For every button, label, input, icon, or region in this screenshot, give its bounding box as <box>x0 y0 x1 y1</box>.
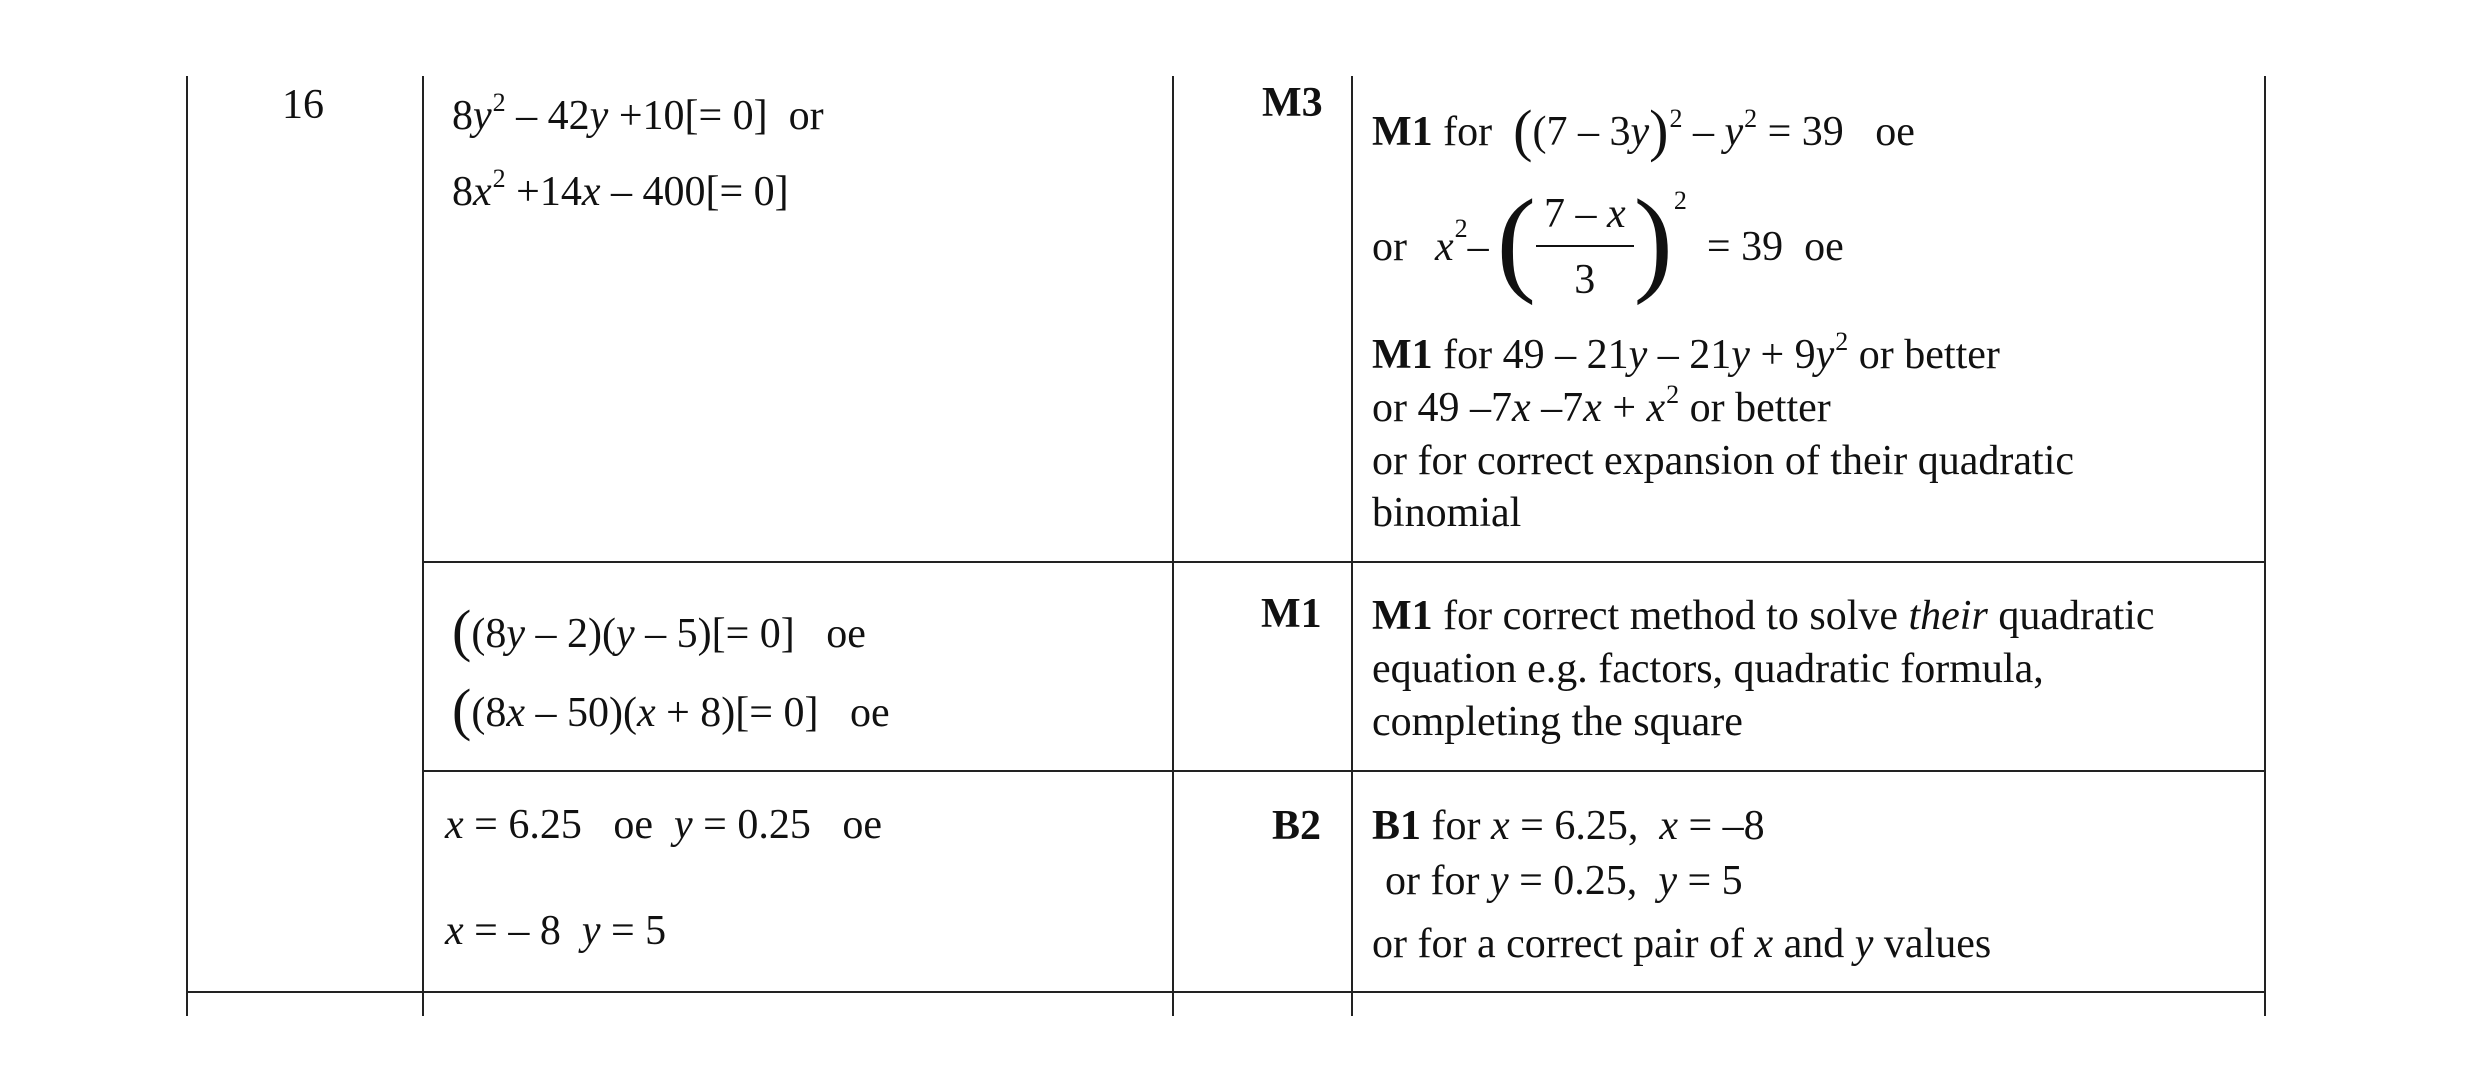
question-number: 16 <box>282 82 324 128</box>
row-divider-1 <box>422 561 2266 563</box>
guidance-line: binomial <box>1372 490 1522 536</box>
column-divider-guidance <box>1351 76 1353 1016</box>
column-divider-mark <box>1172 76 1174 1016</box>
table-border-left <box>186 76 188 1016</box>
row-divider-2 <box>422 770 2266 772</box>
guidance-fraction-line: or x 2 – ( $\frac{7 - x}{3}$ ) 2 = 39 oe <box>1372 175 1844 306</box>
answer-line: x = – 8 y = 5 <box>445 908 667 954</box>
guidance-line: M1 for correct method to solve their quadratic <box>1372 593 2155 639</box>
answer-line: x = 6.25 oe y = 0.25 oe <box>445 802 882 848</box>
mark-value: B2 <box>1272 803 1322 849</box>
column-divider-answer <box>422 76 424 1016</box>
guidance-line: B1 for x = 6.25, x = –8 <box>1372 803 1765 849</box>
table-border-right <box>2264 76 2266 1016</box>
mark-value: M3 <box>1262 80 1323 126</box>
guidance-line: or for correct expansion of their quadratic <box>1372 438 2075 484</box>
guidance-line: M1 for ($(7 - 3y)^2 - y^2 = 39$ oe <box>1372 98 1915 163</box>
fraction: $\frac{7 - x}{3}$ <box>1536 193 1634 301</box>
answer-line: ((8x – 50)(x + 8)[= 0] oe <box>452 677 890 742</box>
guidance-line: equation e.g. factors, quadratic formula, <box>1372 646 2044 692</box>
answer-line: ((8y – 2)(y – 5)[= 0] oe <box>452 598 866 663</box>
answer-line: $8y^2 - 42y +10[= 0]$ or <box>452 88 824 139</box>
guidance-line: M1 for $49 - 21y - 21y + 9y^2$ or better <box>1372 327 2000 378</box>
guidance-line: or 49 –7x $-7x + x^2$ or better <box>1372 380 1831 431</box>
mark-value: M1 <box>1261 591 1322 637</box>
guidance-line: or for y = 0.25, y = 5 <box>1385 858 1743 904</box>
row-divider-bottom <box>186 991 2266 993</box>
guidance-line: completing the square <box>1372 699 1743 745</box>
guidance-line: or for a correct pair of x and y values <box>1372 921 1992 967</box>
answer-line: $8x^2 +14x - 400[= 0]$ <box>452 164 789 215</box>
